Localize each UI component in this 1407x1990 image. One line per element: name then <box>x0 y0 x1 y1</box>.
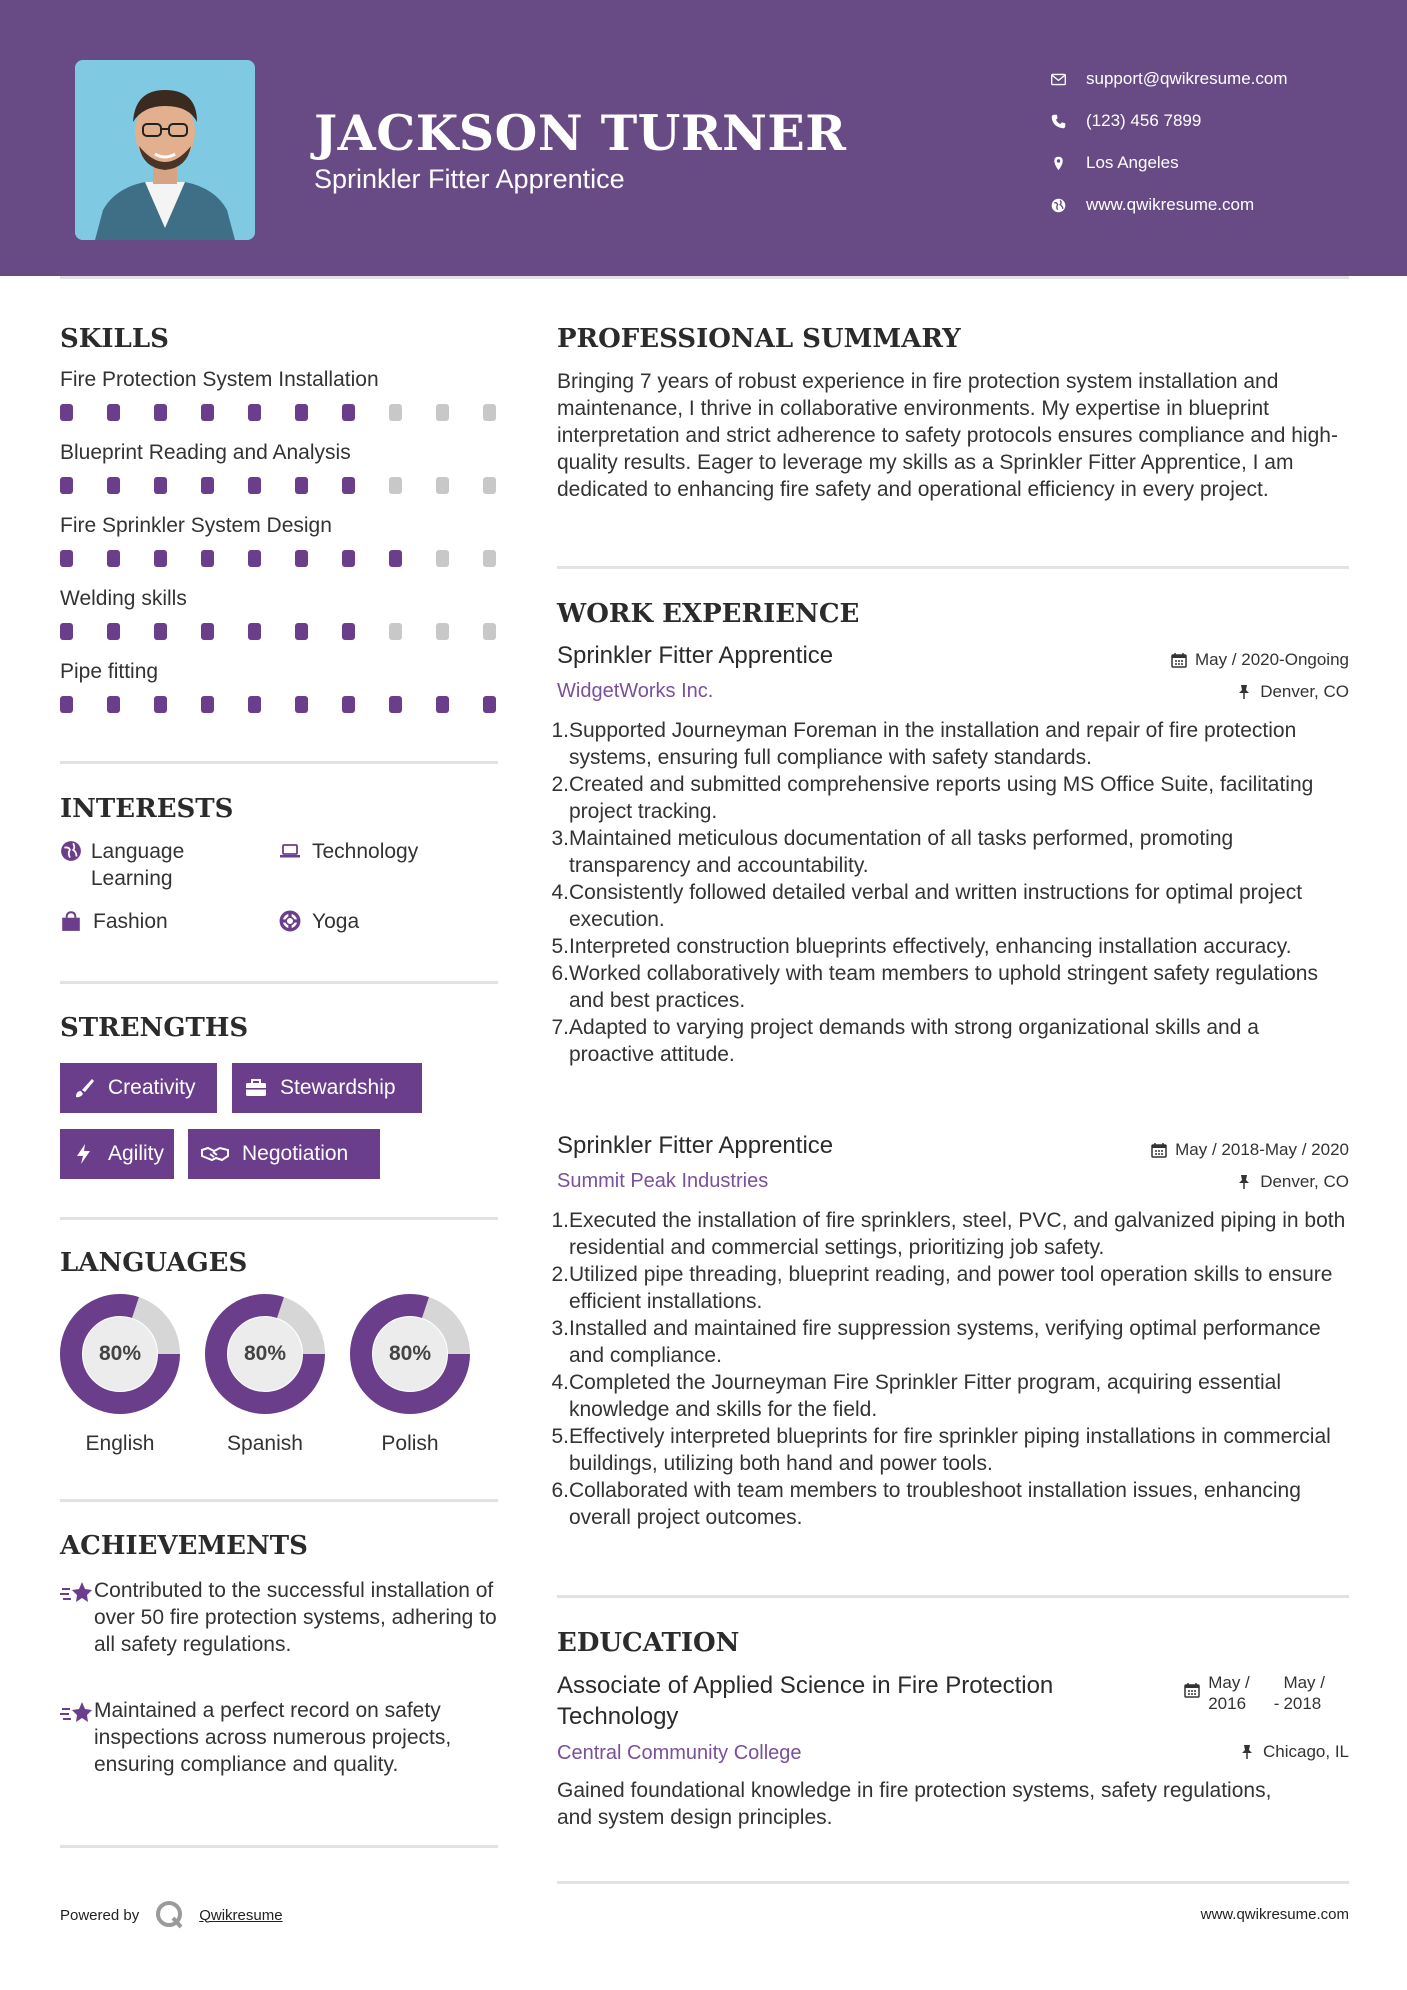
calendar-icon <box>1184 1672 1200 1714</box>
strength-tag <box>232 1063 422 1113</box>
job-bullets <box>551 1207 1349 1531</box>
rating-dot-empty <box>436 404 449 421</box>
bullet-item: 3. Installed and maintained fire suppression systems, verifying optimal performance and compliance. <box>551 1317 1321 1367</box>
bullet-item: 6. Collaborated with team members to troubleshoot installation issues, enhancing overall project outcomes. <box>551 1479 1301 1529</box>
rating-dot-filled <box>154 404 167 421</box>
rating-dot-filled <box>154 623 167 640</box>
map-pin-icon <box>1050 155 1086 172</box>
rating-dot-filled <box>60 404 73 421</box>
skill-rating <box>60 696 496 713</box>
skill-rating <box>60 477 496 494</box>
footer-powered-by <box>60 1900 283 1930</box>
rating-dot-filled <box>295 623 308 640</box>
education-dates <box>1184 1672 1325 1714</box>
job-dates <box>1171 650 1349 670</box>
rating-dot-filled <box>248 550 261 567</box>
education-start: May / 2016 <box>1208 1673 1250 1713</box>
skill-rating <box>60 550 496 567</box>
resume-header <box>0 0 1407 276</box>
strength-tag <box>60 1129 174 1179</box>
rating-dot-filled <box>154 696 167 713</box>
rating-dot-filled <box>60 623 73 640</box>
interest-item <box>60 838 260 892</box>
rating-dot-filled <box>107 550 120 567</box>
qwikresume-brand-link[interactable]: Qwikresume <box>199 1906 283 1924</box>
job-bullets <box>551 717 1349 1068</box>
summary-heading: PROFESSIONAL SUMMARY <box>557 324 961 354</box>
pushpin-icon <box>1236 1174 1260 1190</box>
job-title: Sprinkler Fitter Apprentice <box>557 642 834 669</box>
languages-divider <box>60 1499 498 1502</box>
rating-dot-filled <box>436 696 449 713</box>
rating-dot-filled <box>342 550 355 567</box>
rating-dot-filled <box>342 404 355 421</box>
rating-dot-empty <box>389 623 402 640</box>
rating-dot-filled <box>342 623 355 640</box>
rating-dot-filled <box>107 696 120 713</box>
strength-label: Agility <box>108 1142 165 1165</box>
bullet-item: 4. Completed the Journeyman Fire Sprinkler Fitter program, acquiring essential knowledge and skills for the field. <box>551 1371 1281 1421</box>
skill-name: Fire Sprinkler System Design <box>60 514 332 537</box>
rating-dot-empty <box>436 477 449 494</box>
lifebuoy-icon <box>279 908 312 938</box>
contact-phone[interactable] <box>1050 100 1288 142</box>
contact-phone-text: (123) 456 7899 <box>1086 111 1202 130</box>
date-dash: - <box>1273 1694 1280 1713</box>
language-percent: 80% <box>388 1342 432 1365</box>
language-name: Spanish <box>227 1432 303 1455</box>
powered-by-text: Powered by <box>60 1906 140 1924</box>
strength-tag <box>188 1129 380 1179</box>
job-dates-text: May / 2020-Ongoing <box>1194 650 1349 669</box>
education-divider <box>557 1881 1349 1884</box>
skill-rating <box>60 623 496 640</box>
rating-dot-empty <box>436 550 449 567</box>
bullet-item: 1. Supported Journeyman Foreman in the installation and repair of fire protection systems, ensuring full compliance with safety standards. <box>551 719 1297 769</box>
rating-dot-empty <box>436 623 449 640</box>
rating-dot-filled <box>60 477 73 494</box>
summary-divider <box>557 566 1349 569</box>
job-location-text: Denver, CO <box>1260 682 1349 701</box>
achievement-text: Contributed to the successful installation of over 50 fire protection systems, adhering to all safety regulations. <box>94 1579 497 1656</box>
skills-heading: SKILLS <box>60 324 169 354</box>
rating-dot-empty <box>483 623 496 640</box>
interest-label: Fashion <box>93 910 168 933</box>
contact-website-text: www.qwikresume.com <box>1086 195 1255 214</box>
rating-dot-filled <box>201 623 214 640</box>
skill-name: Pipe fitting <box>60 660 159 683</box>
rating-dot-filled <box>295 550 308 567</box>
laptop-icon <box>279 838 312 868</box>
globe-icon <box>60 838 91 892</box>
contact-email-text: support@qwikresume.com <box>1086 69 1288 88</box>
bullet-item: 3. Maintained meticulous documentation of all tasks performed, promoting transparency and accountability. <box>551 827 1234 877</box>
achievement-item <box>60 1697 500 1778</box>
strength-label: Creativity <box>108 1076 196 1099</box>
experience-heading: WORK EXPERIENCE <box>557 599 860 629</box>
rating-dot-filled <box>295 477 308 494</box>
rating-dot-filled <box>483 696 496 713</box>
rating-dot-filled <box>201 404 214 421</box>
degree-title: Associate of Applied Science in Fire Protection Technology <box>557 1672 1054 1730</box>
candidate-name: JACKSON TURNER <box>314 104 847 162</box>
job-dates-text: May / 2018-May / 2020 <box>1175 1140 1349 1159</box>
skill-item <box>60 514 498 587</box>
rating-dot-filled <box>154 477 167 494</box>
rating-dot-filled <box>342 477 355 494</box>
job-location <box>1236 682 1349 702</box>
strengths-heading: STRENGTHS <box>60 1013 249 1043</box>
job-title: Sprinkler Fitter Apprentice <box>557 1132 834 1159</box>
rating-dot-filled <box>154 550 167 567</box>
interests-divider <box>60 981 498 984</box>
education-end: May / 2018 <box>1283 1673 1325 1713</box>
shooting-star-icon <box>60 1577 94 1658</box>
strength-label: Negotiation <box>242 1142 349 1165</box>
rating-dot-filled <box>342 696 355 713</box>
rating-dot-empty <box>483 404 496 421</box>
shopping-bag-icon <box>60 908 93 938</box>
qwikresume-logo-icon <box>155 1900 185 1930</box>
interest-label: Yoga <box>312 910 360 933</box>
rating-dot-filled <box>107 404 120 421</box>
globe-icon <box>1050 197 1086 214</box>
contact-email[interactable] <box>1050 58 1288 100</box>
bullet-item: 7. Adapted to varying project demands with strong organizational skills and a proactive attitude. <box>551 1016 1259 1066</box>
pushpin-icon <box>1239 1744 1263 1760</box>
school-name: Central Community College <box>557 1742 802 1764</box>
rating-dot-filled <box>201 696 214 713</box>
education-text: Gained foundational knowledge in fire protection systems, safety regulations, and system design principles. <box>557 1779 1272 1829</box>
achievement-item <box>60 1577 500 1658</box>
profile-photo <box>75 60 255 240</box>
envelope-icon <box>1050 71 1086 88</box>
rating-dot-filled <box>248 696 261 713</box>
pushpin-icon <box>1236 684 1260 700</box>
rating-dot-filled <box>107 623 120 640</box>
candidate-role: Sprinkler Fitter Apprentice <box>314 164 625 194</box>
bullet-item: 1. Executed the installation of fire sprinklers, steel, PVC, and galvanized piping in both residential and commercial settings, prioritizing job safety. <box>551 1209 1346 1259</box>
job-entry <box>551 642 1349 1068</box>
job-entry <box>551 1132 1349 1531</box>
language-percent: 80% <box>243 1342 287 1365</box>
contact-location <box>1050 142 1288 184</box>
contact-location-text: Los Angeles <box>1086 153 1179 172</box>
job-location-text: Denver, CO <box>1260 1172 1349 1191</box>
handshake-icon <box>200 1142 242 1166</box>
bullet-item: 5. Effectively interpreted blueprints for fire sprinkler piping installations in commercial buildings, utilizing both hand and power tools. <box>551 1425 1331 1475</box>
skills-list <box>60 368 498 733</box>
calendar-icon <box>1151 1142 1175 1158</box>
phone-icon <box>1050 113 1086 130</box>
lightning-icon <box>72 1142 108 1166</box>
language-item <box>348 1292 472 1456</box>
experience-divider <box>557 1595 1349 1598</box>
rating-dot-filled <box>201 550 214 567</box>
rating-dot-filled <box>107 477 120 494</box>
rating-dot-filled <box>295 404 308 421</box>
achievement-text: Maintained a perfect record on safety inspections across numerous projects, ensuring compliance and quality. <box>94 1699 452 1776</box>
rating-dot-empty <box>483 550 496 567</box>
paintbrush-icon <box>72 1076 108 1100</box>
job-location <box>1236 1172 1349 1192</box>
rating-dot-empty <box>389 404 402 421</box>
bullet-item: 2. Created and submitted comprehensive reports using MS Office Suite, facilitating project tracking. <box>551 773 1314 823</box>
language-percent: 80% <box>98 1342 142 1365</box>
language-name: Polish <box>381 1432 439 1455</box>
summary-text: Bringing 7 years of robust experience in fire protection system installation and maintenance, I thrive in collaborative environments. My expertise in blueprint interpretation and strict adherence to safety protocols ensures compliance and high-quality results. Eager to leverage my skills as a Sprinkler Fitter Apprentice, I am dedicated to enhancing fire safety and operational efficiency in every project. <box>557 370 1338 501</box>
education-location <box>1239 1742 1349 1762</box>
bullet-item: 4. Consistently followed detailed verbal and written instructions for optimal project execution. <box>551 881 1303 931</box>
skill-name: Blueprint Reading and Analysis <box>60 441 351 464</box>
education-entry <box>557 1670 1349 1831</box>
interest-item <box>279 908 499 938</box>
achievements-divider <box>60 1845 498 1848</box>
briefcase-icon <box>244 1076 280 1100</box>
achievements-heading: ACHIEVEMENTS <box>60 1531 308 1561</box>
languages-heading: LANGUAGES <box>60 1248 248 1278</box>
job-dates <box>1151 1140 1349 1160</box>
bullet-item: 2. Utilized pipe threading, blueprint reading, and power tool operation skills to ensure efficient installations. <box>551 1263 1333 1313</box>
strength-tag <box>60 1063 217 1113</box>
skill-item <box>60 587 498 660</box>
calendar-icon <box>1171 652 1195 668</box>
skills-divider <box>60 761 498 764</box>
interests-heading: INTERESTS <box>60 794 234 824</box>
interest-item <box>60 908 260 938</box>
strength-label: Stewardship <box>280 1076 396 1099</box>
shooting-star-icon <box>60 1697 94 1778</box>
contact-website[interactable] <box>1050 184 1288 226</box>
skill-item <box>60 441 498 514</box>
job-company: Summit Peak Industries <box>557 1170 769 1192</box>
interest-label: Language Learning <box>90 840 185 890</box>
language-item <box>203 1292 327 1456</box>
rating-dot-filled <box>389 696 402 713</box>
rating-dot-filled <box>295 696 308 713</box>
skill-name: Welding skills <box>60 587 187 610</box>
education-heading: EDUCATION <box>557 1628 740 1658</box>
contact-list <box>1050 58 1288 226</box>
rating-dot-empty <box>389 477 402 494</box>
language-name: English <box>85 1432 155 1455</box>
rating-dot-empty <box>483 477 496 494</box>
skill-name: Fire Protection System Installation <box>60 368 379 391</box>
education-location-text: Chicago, IL <box>1263 1742 1349 1761</box>
strengths-divider <box>60 1217 498 1220</box>
rating-dot-filled <box>60 550 73 567</box>
rating-dot-filled <box>248 477 261 494</box>
rating-dot-filled <box>248 404 261 421</box>
rating-dot-filled <box>389 550 402 567</box>
bullet-item: 6. Worked collaboratively with team members to uphold stringent safety regulations and best practices. <box>551 962 1318 1012</box>
skill-item <box>60 368 498 441</box>
skill-rating <box>60 404 496 421</box>
rating-dot-filled <box>248 623 261 640</box>
interest-item <box>279 838 499 868</box>
interest-label: Technology <box>312 840 419 863</box>
bullet-item: 5. Interpreted construction blueprints effectively, enhancing installation accuracy. <box>551 935 1292 958</box>
footer-url[interactable]: www.qwikresume.com <box>1200 1906 1349 1923</box>
job-company: WidgetWorks Inc. <box>557 680 714 702</box>
skill-item <box>60 660 498 733</box>
rating-dot-filled <box>60 696 73 713</box>
rating-dot-filled <box>201 477 214 494</box>
header-divider <box>60 276 1349 279</box>
language-item <box>58 1292 182 1456</box>
